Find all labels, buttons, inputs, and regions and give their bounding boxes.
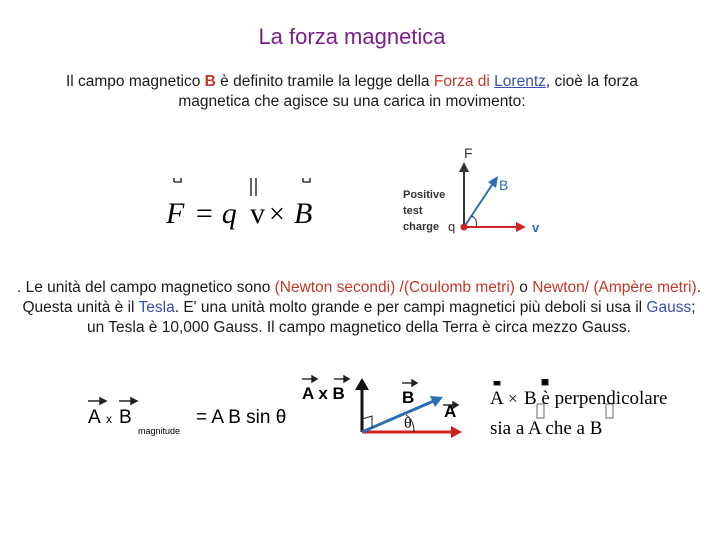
intro-paragraph (40, 72, 664, 112)
formula2-x: x (106, 412, 112, 426)
test-label: test (403, 205, 423, 217)
tesla-text: Tesla (138, 299, 175, 316)
lorentz-formula (160, 175, 340, 235)
page-title: La forza magnetica (258, 24, 446, 49)
force-label-b: B (499, 177, 509, 193)
cross-product-formula (86, 395, 296, 440)
charge-q-label: q (448, 219, 456, 234)
formula-b: B (294, 197, 313, 230)
formula2-b: B (119, 407, 132, 428)
b-arrow (362, 400, 436, 432)
perp-line2: sia a A che a B (490, 418, 603, 439)
lorentz-link[interactable]: Lorentz (494, 73, 546, 90)
b-symbol: B (204, 73, 216, 90)
intro-text-1: Il campo magnetico (65, 73, 205, 90)
force-diagram (398, 140, 558, 240)
perp-a: A (490, 388, 504, 409)
units-n-am: Newton/ (Ampère metri) (532, 279, 697, 296)
formula2-a: A (88, 407, 101, 428)
formula-times: × (269, 199, 285, 230)
formula-v: v (250, 197, 265, 230)
vec-b-label: B (402, 388, 415, 407)
perpendicular-statement (486, 374, 706, 440)
field-b-arrow (464, 182, 494, 227)
theta-label: θ (404, 415, 412, 432)
formula2-rhs: = A B sin θ (196, 407, 287, 428)
forza-di-text: Forza di (433, 73, 490, 90)
gauss-text: Gauss (646, 299, 692, 316)
vec-a-label: A (444, 402, 457, 421)
intro-text-3: , cioè la forza magnetica che agisce su una carica in movimento: (178, 73, 639, 110)
vector-diagram (296, 372, 476, 440)
formula-eq-q: = q (194, 197, 237, 230)
charge-dot (461, 224, 468, 231)
units-ns-cm: (Newton secondi) /(Coulomb metri) (274, 279, 515, 296)
perp-times: × (508, 389, 518, 408)
units-paragraph: . Le unità del campo magnetico sono (Newton secondi) /(Coulomb metri) o Newton/ (Ampère metri). Questa unità è il Tesla. E' una unità molto grande e per campi magnetici più deboli si usa il Gauss; un Tesla è 10,000 Gauss. Il campo magnetico della Terra è circa mezzo Gauss. (16, 279, 702, 336)
intro-text-2: è definito tramile la legge della (215, 73, 434, 90)
charge-label: charge (403, 221, 440, 233)
formula-f: F (166, 197, 185, 230)
perp-line1: B è perpendicolare (524, 388, 668, 409)
force-label-f: F (464, 145, 473, 161)
force-label-v: v (532, 220, 540, 235)
magnitude-label: magnitude (138, 426, 181, 436)
positive-label: Positive (403, 189, 446, 201)
axb-label: A x B (302, 384, 345, 403)
